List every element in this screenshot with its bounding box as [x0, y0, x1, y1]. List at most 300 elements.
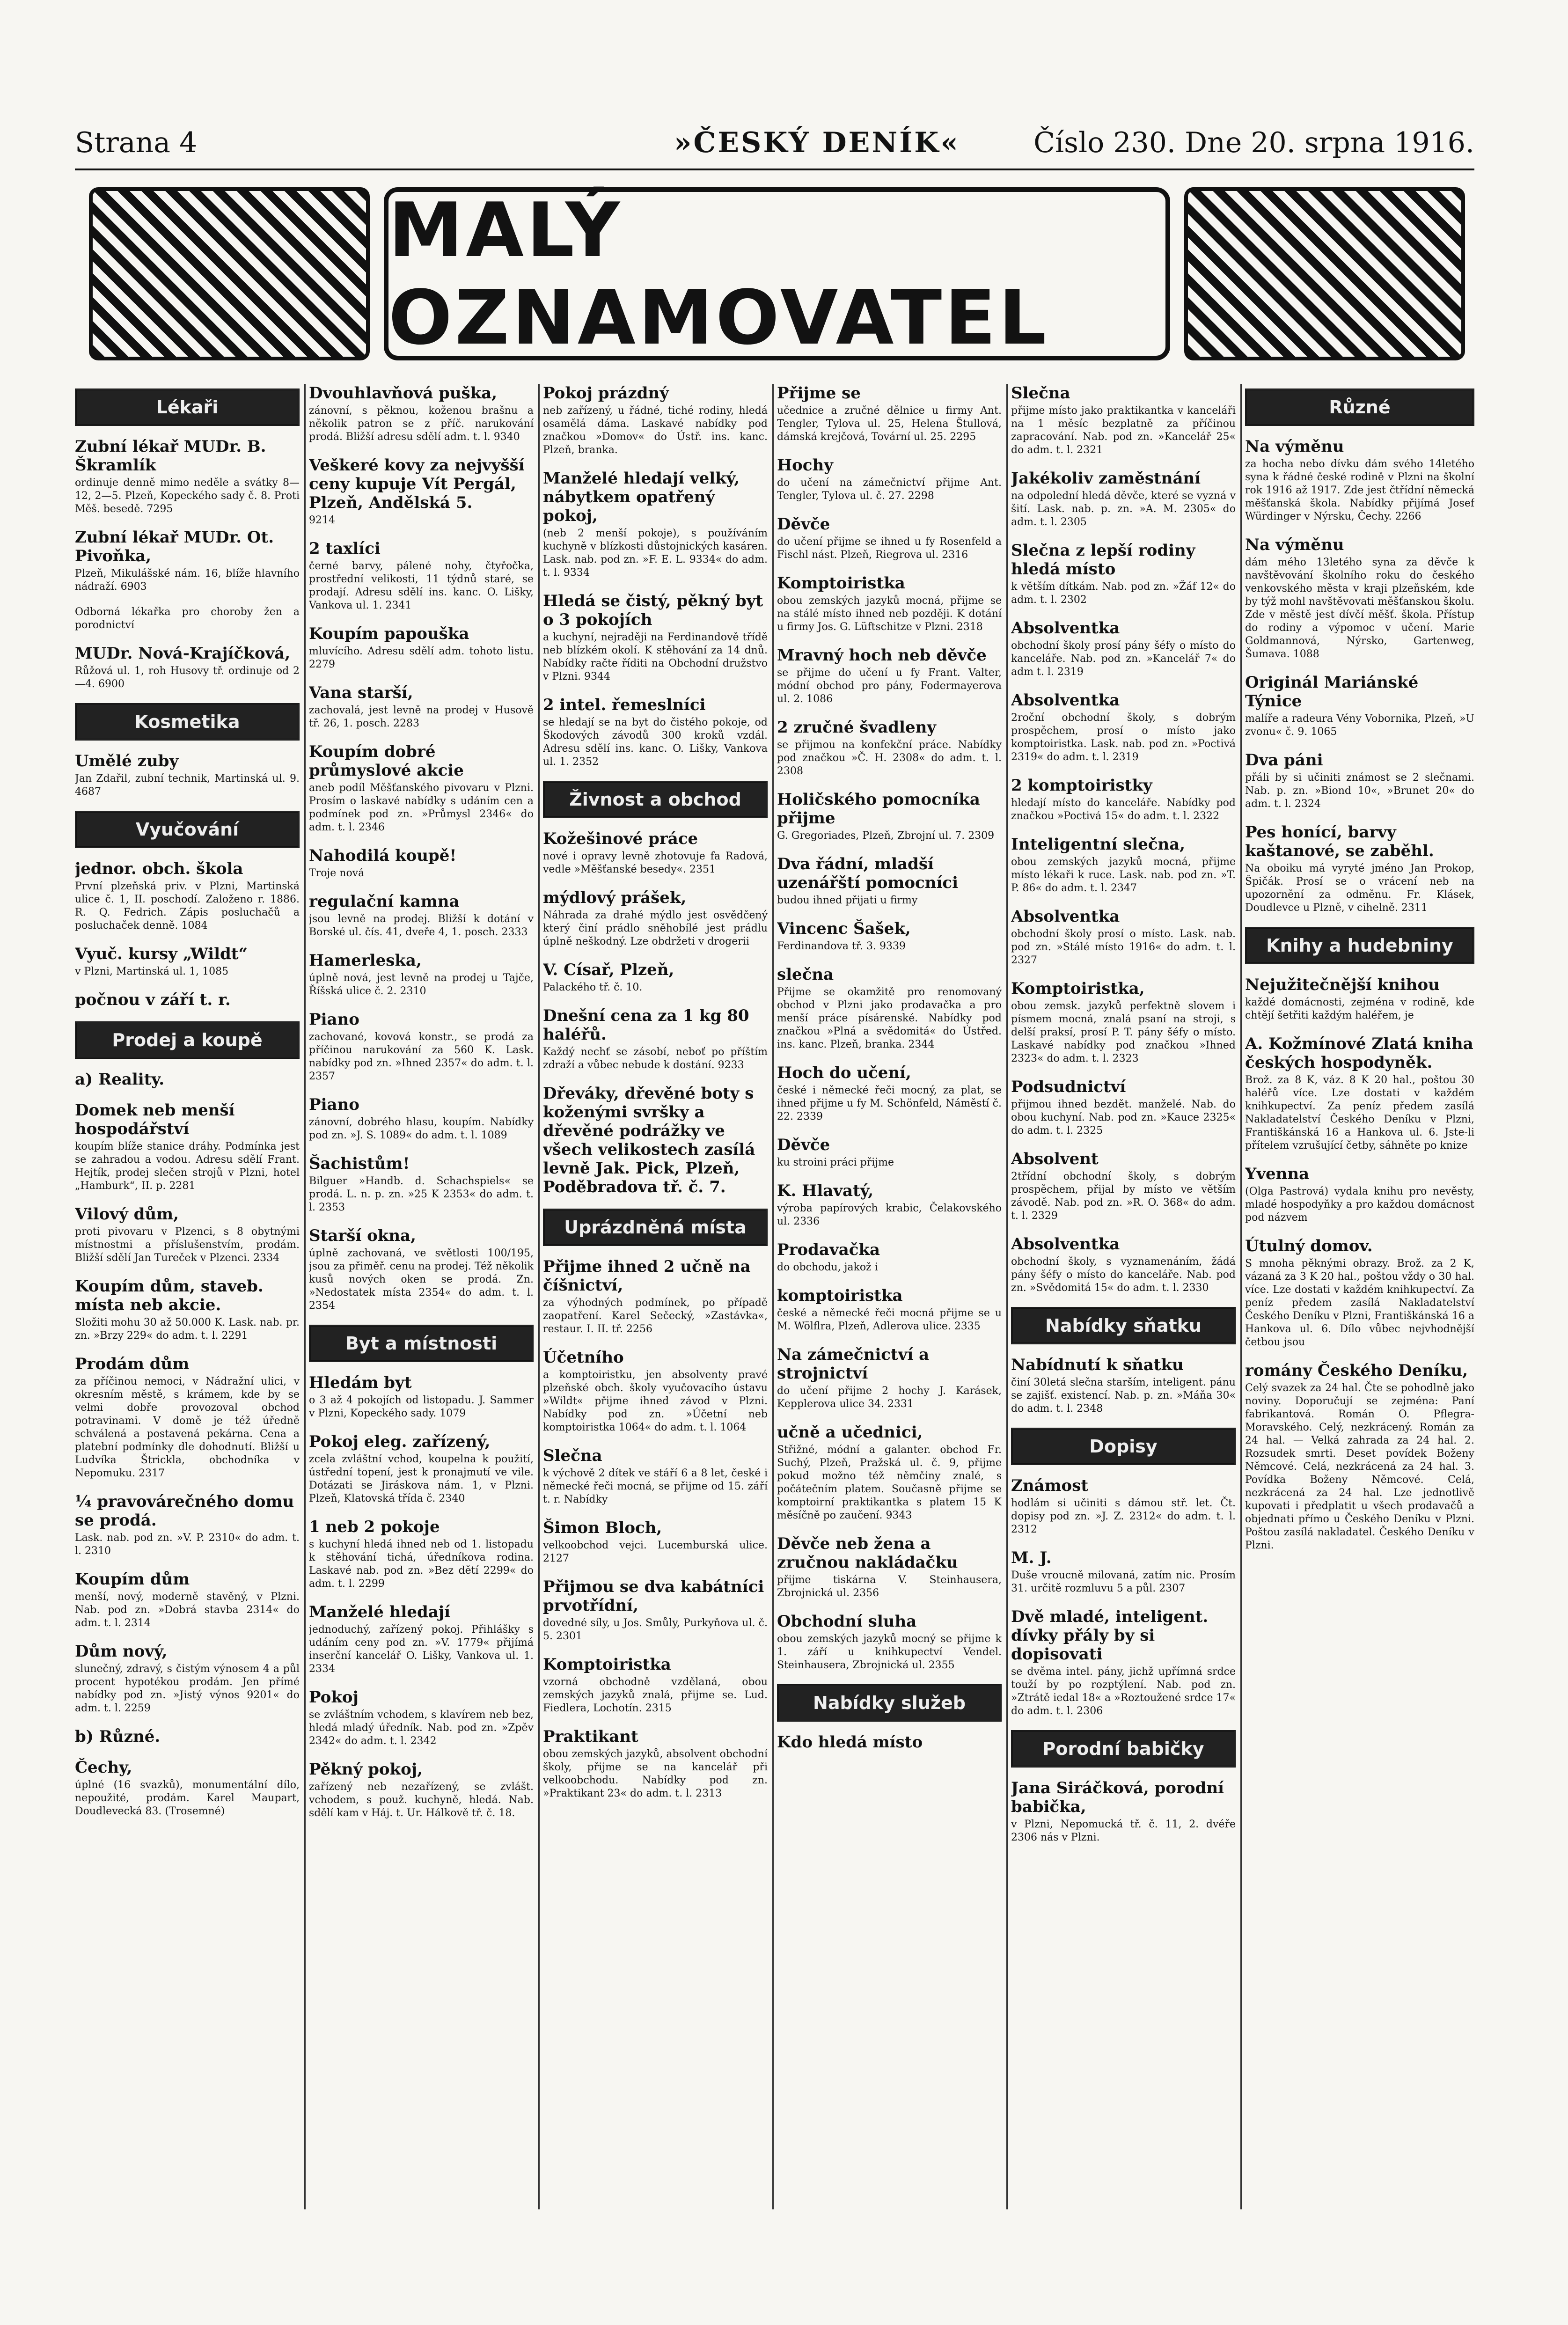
- section-heading: Různé: [1245, 389, 1474, 426]
- classified-ad: [777, 718, 1002, 778]
- banner-title-box: [384, 187, 1170, 360]
- classified-ad: [1011, 1356, 1236, 1416]
- ad-body: k výchově 2 dítek ve stáří 6 a 8 let, české i německé řeči mocná, se přijme od 15. září t. r. Nabídky: [543, 1467, 768, 1505]
- ad-body: obou zemských jazyků mocný se přijme k 1. září u knihkupectví Vendel. Steinhausera, Zbrojnická ul. 2355: [777, 1633, 1002, 1671]
- ad-body: dovedné síly, u Jos. Smůly, Purkyňova ul. č. 5. 2301: [543, 1617, 768, 1642]
- ad-body: vzorná obchodně vzdělaná, obou zemských jazyků znalá, přijme se. Lud. Fiedlera, Lochotín. 2315: [543, 1676, 768, 1714]
- ad-body: Duše vroucně milovaná, zatím nic. Prosím 31. určitě rozmluvu 5 a půl. 2307: [1011, 1570, 1236, 1594]
- ad-headline: Vyuč. kursy „Wildt“: [75, 945, 248, 963]
- page-number: Strana 4: [75, 126, 198, 159]
- ad-body: Každý nechť se zásobí, neboť po příštím zdraží a vůbec nebude k dostání. 9233: [543, 1046, 768, 1071]
- ad-headline: Jana Siráčková, porodní babička,: [1011, 1779, 1224, 1816]
- newspaper-page: [75, 117, 1474, 2237]
- classified-ad: [777, 515, 1002, 562]
- column-5: [1011, 384, 1236, 2209]
- ad-headline: Domek neb menší hospodářství: [75, 1101, 235, 1138]
- classified-ad: [75, 1758, 300, 1818]
- classified-ad: [309, 456, 534, 527]
- ad-headline: Inteligentní slečna,: [1011, 835, 1186, 854]
- classified-ad: [1245, 535, 1474, 661]
- section-heading: Dopisy: [1011, 1428, 1236, 1465]
- classified-ad: [777, 965, 1002, 1051]
- ad-headline: Kdo hledá místo: [777, 1733, 923, 1752]
- ad-body: zachovalá, jest levně na prodej v Husově tř. 26, 1. posch. 2283: [309, 704, 534, 729]
- classified-ad: [543, 696, 768, 769]
- classified-ad: [543, 1446, 768, 1506]
- ad-headline: Vilový dům,: [75, 1205, 179, 1224]
- ad-headline: počnou v září t. r.: [75, 990, 231, 1009]
- ad-headline: Slečna z lepší rodiny hledá místo: [1011, 541, 1195, 579]
- classified-ad: [309, 1154, 534, 1214]
- ad-body: slunečný, zdravý, s čistým výnosem 4 a půl procent hypotékou prodám. Jen přímé nabídky pod zn. »Jistý výnos 9201« do adm. t. l. 2259: [75, 1663, 300, 1714]
- ad-headline: b) Různé.: [75, 1727, 161, 1746]
- ad-body: a kuchyní, nejraději na Ferdinandově třídě neb blízkém okolí. K stěhování za 14 dnů. Nabídky račte říditi na Obchodní družstvo v Plzni. 9344: [543, 631, 768, 682]
- ad-headline: Dnešní cena za 1 kg 80 haléřů.: [543, 1006, 749, 1044]
- ad-body: k větším dítkám. Nab. pod zn. »Žáf 12« do adm. t. l. 2302: [1011, 581, 1236, 606]
- ad-body: velkoobchod vejci. Lucemburská ulice. 2127: [543, 1540, 768, 1564]
- ad-body: za výhodných podmínek, po případě zaopatření. Karel Sečecký, »Zastávka«, restaur. I. II. tř. 2256: [543, 1297, 768, 1335]
- ad-headline: Šachistům!: [309, 1154, 410, 1173]
- classified-ad: [309, 846, 534, 880]
- ad-body: do učení přijme 2 hochy J. Karásek, Kepplerova ulice 34. 2331: [777, 1385, 1002, 1410]
- classified-ad: [75, 1355, 300, 1480]
- ad-body: dám mého 13letého syna za děvče k navštěvování školního roku do českého venkovského města v kraji plzeňském, kde by týž mohl navštěvovati měšťanskou školu. Zde v městě jest dívčí měšť. škola. Přístup do rodiny a výpomoc v učení. Marie Goldmannová, Nýrsko, Gartenweg, Šumava. 1088: [1245, 557, 1474, 660]
- ad-body: hledají místo do kanceláře. Nabídky pod značkou »Poctivá 15« do adm. t. l. 2322: [1011, 797, 1236, 822]
- ad-headline: Dvouhlavňová puška,: [309, 384, 498, 403]
- ad-body: ku stroini práci přijme: [777, 1157, 894, 1168]
- classified-ad: [309, 951, 534, 998]
- classified-ad: [543, 1084, 768, 1196]
- classified-ad: [1011, 541, 1236, 607]
- classified-ad: [75, 1101, 300, 1193]
- classified-ad: [1011, 1476, 1236, 1536]
- classified-ad: [309, 1432, 534, 1505]
- ad-body: Lask. nab. pod zn. »V. P. 2310« do adm. t. l. 2310: [75, 1532, 300, 1557]
- newspaper-name: »ČESKÝ DENÍK«: [674, 126, 960, 159]
- ad-headline: a) Reality.: [75, 1070, 165, 1089]
- ornament-left: [89, 187, 370, 360]
- ad-body: české i německé řeči mocný, za plat, se ihned přijme u fy M. Schönfeld, Náměstí č. 22. 2339: [777, 1085, 1002, 1122]
- classified-ad: [777, 919, 1002, 953]
- classified-ad: [75, 528, 300, 594]
- ad-headline: Absolventka: [1011, 619, 1120, 638]
- classified-ad: [777, 1423, 1002, 1522]
- ad-body: výroba papírových krabic, Čelakovského ul. 2336: [777, 1203, 1002, 1227]
- ad-headline: Pěkný pokoj,: [309, 1760, 423, 1779]
- banner-title: MALÝ OZNAMOVATEL: [388, 186, 1049, 361]
- ad-headline: Umělé zuby: [75, 752, 179, 770]
- ad-headline: Absolventka: [1011, 1235, 1120, 1254]
- classified-ad: [309, 384, 534, 444]
- ad-headline: Slečna: [1011, 384, 1070, 403]
- ad-headline: Slečna: [543, 1446, 602, 1465]
- ad-body: v Plzni, Martinská ul. 1, 1085: [75, 966, 229, 977]
- classified-ad: [1245, 751, 1474, 811]
- ad-headline: Na výměnu: [1245, 437, 1344, 456]
- ad-body: 2třídní obchodní školy, s dobrým prospěchem, přijal by místo ve větším závodě. Nab. pod zn. »R. O. 368« do adm. t. l. 2329: [1011, 1171, 1236, 1222]
- ad-headline: Nahodilá koupě!: [309, 846, 457, 865]
- classified-ad: [75, 606, 300, 632]
- ad-body: do učení na zámečnictví přijme Ant. Tengler, Tylova ul. č. 27. 2298: [777, 477, 1002, 502]
- ad-body: Odborná lékařka pro choroby žen a porodnictví: [75, 606, 300, 631]
- ad-body: obou zemských jazyků mocná, přijme se na stálé místo ihned neb později. K dotání u firmy Jos. G. Lüftschitze v Plzni. 2318: [777, 595, 1002, 633]
- ad-body: činí 30letá slečna starším, inteligent. pánu se zajišť. existencí. Nab. p. zn. »Máňa 30« do adm. t. l. 2348: [1011, 1377, 1236, 1415]
- issue-date: Číslo 230. Dne 20. srpna 1916.: [1033, 126, 1474, 159]
- ad-body: přijmou ihned bezdět. manželé. Nab. do obou kuchyní. Nab. pod zn. »Kauce 2325« do adm. t. l. 2325: [1011, 1099, 1236, 1137]
- ad-body: do obchodu, jakož i: [777, 1262, 878, 1273]
- classified-ad: [543, 829, 768, 876]
- ad-headline: ¼ pravovárečného domu se prodá.: [75, 1492, 294, 1530]
- ad-headline: Originál Mariánské Týnice: [1245, 673, 1419, 711]
- ad-body: se zvláštním vchodem, s klavírem neb bez, hledá mladý úředník. Nab. pod zn. »Zpěv 2342« do adm. t. l. 2342: [309, 1709, 534, 1747]
- ad-body: mluvícího. Adresu sdělí adm. tohoto listu. 2279: [309, 645, 534, 670]
- ad-headline: romány Českého Deníku,: [1245, 1361, 1468, 1380]
- ad-body: zánovní, s pěknou, koženou brašnu a několik patron se z příč. narukování prodá. Bližší adresu sdělí adm. t. l. 9340: [309, 405, 534, 443]
- classified-ad: [309, 1010, 534, 1083]
- ad-headline: Na výměnu: [1245, 535, 1344, 554]
- classified-ad: [777, 1136, 1002, 1169]
- ad-body: Plzeň, Mikulášské nám. 16, blíže hlavního nádraží. 6903: [75, 568, 300, 593]
- classified-ad: [75, 752, 300, 799]
- section-heading: Nabídky služeb: [777, 1684, 1002, 1722]
- classified-ad: [309, 1760, 534, 1820]
- ad-headline: MUDr. Nová-Krajíčková,: [75, 644, 291, 663]
- classified-ad: [543, 384, 768, 457]
- ad-headline: Na zámečnictví a strojnictví: [777, 1345, 930, 1383]
- classified-ad: [75, 990, 300, 1009]
- ad-headline: Piano: [309, 1095, 359, 1114]
- ad-body: Střižné, módní a galanter. obchod Fr. Suchý, Plzeň, Pražská ul. č. 9, přijme pokud možno též němčiny znalé, s počátečním platem. Současně přijme se komptoirní praktikantka s platem 15 K měsíčně po zaučení. 9343: [777, 1444, 1002, 1521]
- ad-body: obchodní školy prosí pány šéfy o místo do kanceláře. Nab. pod zn. »Kancelář 7« do adm t. l. 2319: [1011, 640, 1236, 678]
- ad-headline: Zubní lékař MUDr. B. Škramlík: [75, 437, 266, 475]
- classified-ad: [75, 859, 300, 932]
- ad-headline: 2 komptoiristky: [1011, 776, 1152, 795]
- ad-headline: Starší okna,: [309, 1226, 416, 1245]
- classified-ad: [1011, 1235, 1236, 1295]
- classified-ad: [543, 1727, 768, 1800]
- ad-headline: Komptoiristka,: [1011, 979, 1145, 998]
- section-heading: Knihy a hudebniny: [1245, 927, 1474, 964]
- classified-ad: [1011, 691, 1236, 764]
- ad-headline: Útulný domov.: [1245, 1237, 1373, 1255]
- ad-body: se hledají se na byt do čistého pokoje, od Škodových závodů 300 kroků vzdál. Adresu sdělí ins. kanc. O. Lišky, Vankova ul. 1. 2352: [543, 717, 768, 768]
- classified-ad: [777, 790, 1002, 843]
- ad-headline: Obchodní sluha: [777, 1612, 917, 1631]
- ad-headline: Manželé hledají: [309, 1603, 450, 1621]
- classified-ad: [75, 1727, 300, 1746]
- ad-body: ordinuje denně mimo neděle a svátky 8—12, 2—5. Plzeň, Kopeckého sady č. 8. Proti Měš. besedě. 7295: [75, 477, 300, 515]
- ad-headline: Hledám byt: [309, 1373, 412, 1392]
- classified-ad: [309, 1603, 534, 1676]
- ad-body: za hocha nebo dívku dám svého 14letého syna k řádné české rodině v Plzni na školní rok 1916 až 1917. Zde jest čtřídní německá měšťanská škola. Nabídky přijímá Josef Würdinger v Nýrsku, Čechy. 2266: [1245, 458, 1474, 522]
- section-heading: Vyučování: [75, 811, 300, 848]
- classified-ad: [777, 1286, 1002, 1333]
- ad-body: zachované, kovová konstr., se prodá za příčinou narukování za 560 K. Lask. nabídky pod zn. »Ihned 2357« do adm. t. l. 2357: [309, 1031, 534, 1082]
- ad-body: o 3 až 4 pokojích od listopadu. J. Sammer v Plzni, Kopeckého sady. 1079: [309, 1394, 534, 1419]
- ad-headline: Veškeré kovy za nejvyšší ceny kupuje Vít Pergál, Plzeň, Andělská 5.: [309, 456, 525, 512]
- classified-ad: [309, 742, 534, 834]
- ad-headline: 1 neb 2 pokoje: [309, 1518, 440, 1536]
- ad-headline: Hoch do učení,: [777, 1063, 911, 1082]
- ad-headline: Účetního: [543, 1348, 624, 1367]
- column-1: [75, 384, 300, 2209]
- column-rule: [1240, 384, 1242, 2209]
- classified-ad: [75, 1070, 300, 1089]
- ad-body: budou ihned přijati u firmy: [777, 895, 918, 906]
- ad-headline: Děvče: [777, 1136, 830, 1154]
- classified-ad: [75, 1492, 300, 1558]
- ad-body: v Plzni, Nepomucká tř. č. 11, 2. dvéře 2306 nás v Plzni.: [1011, 1819, 1236, 1843]
- ad-body: se dvěma intel. pány, jichž upřímná srdce touží by po rozptýlení. Nab. pod zn. »Ztrátě iedal 18« a »Roztoužené srdce 17« do adm. t. l. 2306: [1011, 1666, 1236, 1717]
- ad-body: do učení přijme se ihned u fy Rosenfeld a Fischl nást. Plzeň, Riegrova ul. 2316: [777, 536, 1002, 561]
- section-banner: [89, 187, 1465, 360]
- classified-ad: [543, 1006, 768, 1072]
- ad-headline: Praktikant: [543, 1727, 638, 1746]
- classified-ad: [309, 1518, 534, 1591]
- ad-body: jednoduchý, zařízený pokoj. Přihlášky s udáním ceny pod zn. »V. 1779« přijímá inserční kancelář O. Lišky, Vankova ul. 1. 2334: [309, 1624, 534, 1675]
- ad-headline: Pokoj prázdný: [543, 384, 669, 403]
- ad-body: (neb 2 menší pokoje), s používáním kuchyně v blízkosti důstojnických kasáren. Lask. nab. pod zn. »F. E. L. 9334« do adm. t. l. 9334: [543, 528, 768, 579]
- ad-body: nové i opravy levně zhotovuje fa Radová, vedle »Měšťanské besedy«. 2351: [543, 851, 768, 875]
- ad-body: G. Gregoriades, Plzeň, Zbrojní ul. 7. 2309: [777, 830, 995, 842]
- ad-body: a komptoiristku, jen absolventy pravé plzeňské obch. školy vyučovacího ústavu »Wildt« přijme ihned závod v Plzni. Nabídky pod zn. »Účetní neb komptoiristka 1064« do adm. t. l. 1064: [543, 1369, 768, 1433]
- classified-ad: [543, 1257, 768, 1336]
- classified-ad: [1011, 619, 1236, 679]
- ad-headline: Pokoj eleg. zařízený,: [309, 1432, 491, 1451]
- ad-body: se přijme do učení u fy Frant. Valter, módní obchod pro pány, Fodermayerova ul. 2. 1086: [777, 667, 1002, 705]
- ad-body: přijme tiskárna V. Steinhausera, Zbrojnická ul. 2356: [777, 1574, 1002, 1599]
- ad-body: úplně zachovaná, ve světlosti 100/195, jsou za přiměř. cenu na prodej. Též několik kusů nových oken se prodá. Zn. »Nedostatek místa 2354« do adm. t. l. 2354: [309, 1247, 534, 1312]
- ad-headline: Pes honící, barvy kaštanové, se zaběhl.: [1245, 823, 1434, 860]
- ad-body: Jan Zdařil, zubní technik, Martinská ul. 9. 4687: [75, 773, 300, 798]
- ad-headline: Dům nový,: [75, 1642, 168, 1661]
- ad-headline: slečna: [777, 965, 834, 984]
- section-heading: Prodej a koupě: [75, 1021, 300, 1059]
- column-3: [543, 384, 768, 2209]
- ad-body: Bilguer »Handb. d. Schachspiels« se prodá. L. n. p. zn. »25 K 2353« do adm. t. l. 2353: [309, 1175, 534, 1213]
- classified-ad: [309, 1373, 534, 1420]
- classified-ad: [75, 1642, 300, 1715]
- ad-body: (Olga Pastrová) vydala knihu pro nevěsty, mladé hospodyňky a pro každou domácnost pod názvem: [1245, 1186, 1474, 1224]
- ad-headline: mýdlový prášek,: [543, 888, 687, 907]
- ad-headline: Známost: [1011, 1476, 1089, 1495]
- ad-headline: jednor. obch. škola: [75, 859, 243, 878]
- classified-ad: [777, 456, 1002, 503]
- ad-headline: Mravný hoch neb děvče: [777, 646, 987, 665]
- ad-body: Růžová ul. 1, roh Husovy tř. ordinuje od 2—4. 6900: [75, 665, 300, 690]
- classified-ad: [1011, 469, 1236, 529]
- ad-headline: Dva páni: [1245, 751, 1323, 770]
- ad-headline: Dva řádní, mladší uzenářští pomocníci: [777, 855, 958, 892]
- classified-ad: [309, 1688, 534, 1748]
- ad-body: Brož. za 8 K, váz. 8 K 20 hal., poštou 30 haléřů více. Lze dostati v každém knihkupectví. Za peníz předem zasílá Nakladatelství Českého Deníku v Plzni, Františkánská 16 a Hankova ul. 6. Jste-li přítelem vzrušující četby, sáhněte po knize: [1245, 1074, 1474, 1151]
- ad-headline: Prodám dům: [75, 1355, 190, 1373]
- classified-ad: [543, 1577, 768, 1643]
- ad-body: Troje nová: [309, 867, 365, 879]
- ad-body: Palackého tř. č. 10.: [543, 982, 643, 993]
- classified-ad: [309, 683, 534, 730]
- classified-ad: [1245, 1034, 1474, 1152]
- ad-headline: Děvče: [777, 515, 830, 534]
- column-4: [777, 384, 1002, 2209]
- classified-ad: [777, 1733, 1002, 1752]
- ad-headline: Nejužitečnější knihou: [1245, 975, 1440, 994]
- classified-ad: [309, 624, 534, 671]
- ad-headline: Prodavačka: [777, 1240, 880, 1259]
- classified-ad: [1011, 1548, 1236, 1595]
- ad-body: úplné (16 svazků), monumentální dílo, nepoužité, prodám. Karel Maupart, Doudlevecká 83. (Trosemné): [75, 1779, 300, 1817]
- ad-body: obou zemsk. jazyků perfektně slovem i písmem mocná, znalá psaní na stroji, s delší praksí, prosí P. T. pány šéfy o místo. Laskavé nabídky pod značkou »Ihned 2323« do adm. t. l. 2323: [1011, 1000, 1236, 1064]
- ad-body: zánovní, dobrého hlasu, koupím. Nabídky pod zn. »J. S. 1089« do adm. t. l. 1089: [309, 1116, 534, 1141]
- ad-headline: Hamerleska,: [309, 951, 422, 970]
- ad-headline: komptoiristka: [777, 1286, 903, 1305]
- classified-ad: [543, 1655, 768, 1715]
- ad-body: každé domácnosti, zejména v rodině, kde chtějí šetřiti každým haléřem, je: [1245, 997, 1474, 1021]
- ad-body: učednice a zručné dělnice u firmy Ant. Tengler, Tylova ul. 25, Helena Štullová, dámská krejčová, Tovární ul. 25. 2295: [777, 405, 1002, 443]
- ad-headline: V. Císař, Plzeň,: [543, 961, 674, 979]
- classified-ad: [75, 644, 300, 691]
- ad-body: přáli by si učiniti známost se 2 slečnami. Nab. p. zn. »Biond 10«, »Brunet 20« do adm. t. l. 2324: [1245, 772, 1474, 810]
- ad-headline: Koupím dům, staveb. místa neb akcie.: [75, 1277, 264, 1314]
- ad-headline: Přijmou se dva kabátníci prvotřídní,: [543, 1577, 764, 1615]
- ad-headline: Absolventka: [1011, 691, 1120, 710]
- section-heading: Uprázdněná místa: [543, 1209, 768, 1246]
- ad-headline: Vincenc Šašek,: [777, 919, 911, 938]
- ad-body: na odpolední hledá děvče, které se vyzná v šití. Lask. nab. p. zn. »A. M. 2305« do adm. t. l. 2305: [1011, 490, 1236, 528]
- classified-ad: [75, 1277, 300, 1342]
- ad-body: Celý svazek za 24 hal. Čte se pohodlně jako noviny. Doporučují se zejména: Paní fabrikantová. Román O. Pflegra-Moravského. Celý, nezkrácený. Román za 24 hal. — Velká zahrada za 24 hal. 2. Rozsudek smrti. Deset povídek Boženy Němcové. Celá, nezkrácená za 24 hal. 3. Povídka Boženy Němcové. Celá, nezkrácená za 24 hal. Lze jednotlivě kupovati i předplatit u všech prodavačů a objednati přímo u Českého Deníku v Plzni. Poštou zasílá nakladatel. Českého Deníku v Plzni.: [1245, 1382, 1474, 1551]
- ad-headline: Přijme ihned 2 učně na číšnictví,: [543, 1257, 751, 1295]
- ad-headline: Podsudnictví: [1011, 1078, 1126, 1096]
- classified-ad: [1011, 1607, 1236, 1718]
- ad-body: malíře a radeura Vény Vobornika, Plzeň, »U zvonu« č. 9. 1065: [1245, 713, 1474, 738]
- section-heading: Byt a místnosti: [309, 1325, 534, 1362]
- classified-ad: [543, 469, 768, 579]
- ad-body: aneb podíl Měšťanského pivovaru v Plzni. Prosím o laskavé nabídky s udáním cen a podmínek pod zn. »Průmysl 2346« do adm. t. l. 2346: [309, 782, 534, 833]
- ad-body: s kuchyní hledá ihned neb od 1. listopadu k stěhování tichá, úředníkova rodina. Laskavé nab. pod zn. »Bez dětí 2299« do adm. t. l. 2299: [309, 1539, 534, 1590]
- classified-ad: [777, 1240, 1002, 1274]
- ad-headline: Komptoiristka: [777, 574, 905, 593]
- classified-ad: [75, 1570, 300, 1630]
- ad-headline: Nabídnutí k sňatku: [1011, 1356, 1184, 1374]
- ad-headline: Kožešinové práce: [543, 829, 698, 848]
- ad-headline: Pokoj: [309, 1688, 359, 1707]
- classified-ad: [1011, 1078, 1236, 1137]
- column-rule: [538, 384, 540, 2209]
- ad-headline: Dřeváky, dřevěné boty s koženými svršky a dřevěné podrážky ve všech velikostech zasílá levně Jak. Pick, Plzeň, Poděbradova tř. č. 7.: [543, 1084, 755, 1196]
- ad-headline: 2 taxlíci: [309, 539, 381, 558]
- classified-ad: [543, 888, 768, 948]
- ad-body: neb zařízený, u řádné, tiché rodiny, hledá osamělá dáma. Laskavé nabídky pod značkou »Domov« do Ústř. ins. kanc. Plzeň, branka.: [543, 405, 768, 456]
- ad-headline: Koupím dům: [75, 1570, 190, 1589]
- ad-body: menší, nový, moderně stavěný, v Plzni. Nab. pod zn. »Dobrá stavba 2314« do adm. t. l. 2314: [75, 1591, 300, 1629]
- ad-headline: regulační kamna: [309, 892, 460, 911]
- classified-ad: [75, 1205, 300, 1265]
- ad-headline: M. J.: [1011, 1548, 1052, 1567]
- column-rule: [304, 384, 306, 2209]
- classified-ad: [543, 1348, 768, 1434]
- ad-headline: Šimon Bloch,: [543, 1518, 662, 1537]
- classified-ad: [777, 1063, 1002, 1123]
- ad-headline: 2 zručné švadleny: [777, 718, 937, 737]
- ad-body: Náhrada za drahé mýdlo jest osvědčený který činí prádlo sněhobílé jest prádlu úplně neškodný. Lze obdržeti v drogerii: [543, 909, 768, 947]
- ad-headline: Přijme se: [777, 384, 861, 403]
- ornament-right: [1184, 187, 1465, 360]
- column-rule: [772, 384, 774, 2209]
- classified-ad: [543, 1518, 768, 1565]
- running-header: [75, 117, 1474, 169]
- ad-body: Složiti mohu 30 až 50.000 K. Lask. nab. pr. zn. »Brzy 229« do adm. t. l. 2291: [75, 1317, 300, 1342]
- column-rule: [1006, 384, 1008, 2209]
- classified-ad: [1011, 907, 1236, 967]
- ad-body: koupím blíže stanice dráhy. Podmínka jest se zahradou a vodou. Adresu sdělí Frant. Hejtík, prodej slečen strojů v Plzni, hotel „Hamburk“, II. p. 2281: [75, 1141, 300, 1192]
- ad-body: zcela zvláštní vchod, koupelna k použití, ústřední topení, jest k pronajmutí ve vile. Dotázati se Jiráskova nám. 1, v Plzni. Plzeň, Klatovská třída č. 2340: [309, 1453, 534, 1504]
- classified-ad: [75, 437, 300, 516]
- ad-headline: Vana starší,: [309, 683, 413, 702]
- ad-body: První plzeňská priv. v Plzni, Martinská ulice č. 1, II. poschodí. Založeno r. 1886. R. Q. Fedrich. Zápis posluchačů a posluchaček denně. 1084: [75, 880, 300, 931]
- header-rule: [75, 169, 1474, 170]
- ad-body: Ferdinandova tř. 3. 9339: [777, 940, 906, 952]
- classified-ad: [75, 945, 300, 978]
- ad-headline: Hledá se čistý, pěkný byt o 3 pokojích: [543, 592, 763, 629]
- ad-body: úplně nová, jest levně na prodej u Tajče, Říšská ulice č. 2. 2310: [309, 972, 534, 997]
- section-heading: Lékaři: [75, 389, 300, 426]
- ad-body: české a německé řeči mocná přijme se u M. Wölflra, Plzeň, Adlerova ulice. 2335: [777, 1307, 1002, 1332]
- ad-body: 2roční obchodní školy, s dobrým prospěchem, prosí o místo jako komptoiristka. Lask. nab. pod zn. »Poctivá 2319« do adm. t. l. 2319: [1011, 712, 1236, 763]
- ad-headline: Holičského pomocníka přijme: [777, 790, 980, 828]
- ad-body: obchodní školy prosí o místo. Lask. nab. pod zn. »Stálé místo 1916« do adm. t. l. 2327: [1011, 928, 1236, 966]
- ad-body: Na oboiku má vyryté jméno Jan Prokop, Špičák. Prosí se o vrácení neb na upozornění za odměnu. Fr. Klásek, Doudlevce u Plzně, v cihelně. 2311: [1245, 863, 1474, 914]
- column-6: [1245, 384, 1474, 2209]
- classified-ad: [1245, 673, 1474, 739]
- classified-ad: [1011, 776, 1236, 823]
- classified-ad: [1245, 1165, 1474, 1225]
- ad-headline: 2 intel. řemeslníci: [543, 696, 706, 714]
- ad-body: obchodní školy, s vyznamenáním, žádá pány šéfy o místo do kanceláře. Nab. pod zn. »Svědomitá 15« do adm. t. l. 2330: [1011, 1256, 1236, 1294]
- ad-headline: Koupím dobré průmyslové akcie: [309, 742, 464, 780]
- section-heading: Živnost a obchod: [543, 781, 768, 818]
- ad-headline: Děvče neb žena a zručnou nakládačku: [777, 1534, 958, 1572]
- classified-ad: [1245, 437, 1474, 523]
- classified-ad: [309, 539, 534, 612]
- ad-headline: Komptoiristka: [543, 1655, 671, 1674]
- ad-body: Přijme se okamžitě pro renomovaný obchod v Plzni jako prodavačka a pro menší práce písárenské. Nabídky pod značkou »Plná a svědomitá« do Ústřed. ins. kanc. Plzeň, branka. 2344: [777, 986, 1002, 1050]
- section-heading: Porodní babičky: [1011, 1730, 1236, 1768]
- classified-ad: [1011, 835, 1236, 895]
- column-2: [309, 384, 534, 2209]
- section-heading: Kosmetika: [75, 703, 300, 741]
- classified-ad: [777, 384, 1002, 444]
- classified-ad: [777, 855, 1002, 907]
- classified-ad: [1245, 823, 1474, 915]
- ad-body: obou zemských jazyků, absolvent obchodní školy, přijme se na kancelář při velkoobchodu. Nabídky pod zn. »Praktikant 23« do adm. t. l. 2313: [543, 1748, 768, 1799]
- classified-ad: [1011, 1779, 1236, 1844]
- ad-headline: Yvenna: [1245, 1165, 1310, 1183]
- ad-body: S mnoha pěknými obrazy. Brož. za 2 K, vázaná za 3 K 20 hal., poštou vždy o 30 hal. více. Lze dostati v každém knihkupectví. Za peníz předem zasílá Nakladatelství Českého Deníku v Plzni, Františkánská 16 a Hankova ul. 6. Dílo vůbec nejvhodnější četbou jsou: [1245, 1258, 1474, 1348]
- classified-ad: [1011, 979, 1236, 1065]
- classified-ad: [309, 892, 534, 939]
- classified-ad: [777, 1534, 1002, 1600]
- classified-ad: [1245, 975, 1474, 1022]
- ad-headline: K. Hlavatý,: [777, 1181, 874, 1200]
- ad-headline: Jakékoliv zaměstnání: [1011, 469, 1201, 488]
- ad-body: za příčinou nemoci, v Nádražní ulici, v okresním městě, s krámem, kde by se velmi dobře provozoval obchod potravinami. V domě je též úředně schválená a postavená pekárna. Cena a platební podmínky dle dohodnutí. Bližší u Ludvíka Štrickla, obchodníka v Nepomuku. 2317: [75, 1376, 300, 1479]
- classified-ad: [777, 1612, 1002, 1672]
- classified-ad: [777, 646, 1002, 706]
- classified-ad: [777, 574, 1002, 634]
- classified-ad: [543, 592, 768, 683]
- ad-headline: Dvě mladé, inteligent. dívky přály by si dopisovati: [1011, 1607, 1209, 1664]
